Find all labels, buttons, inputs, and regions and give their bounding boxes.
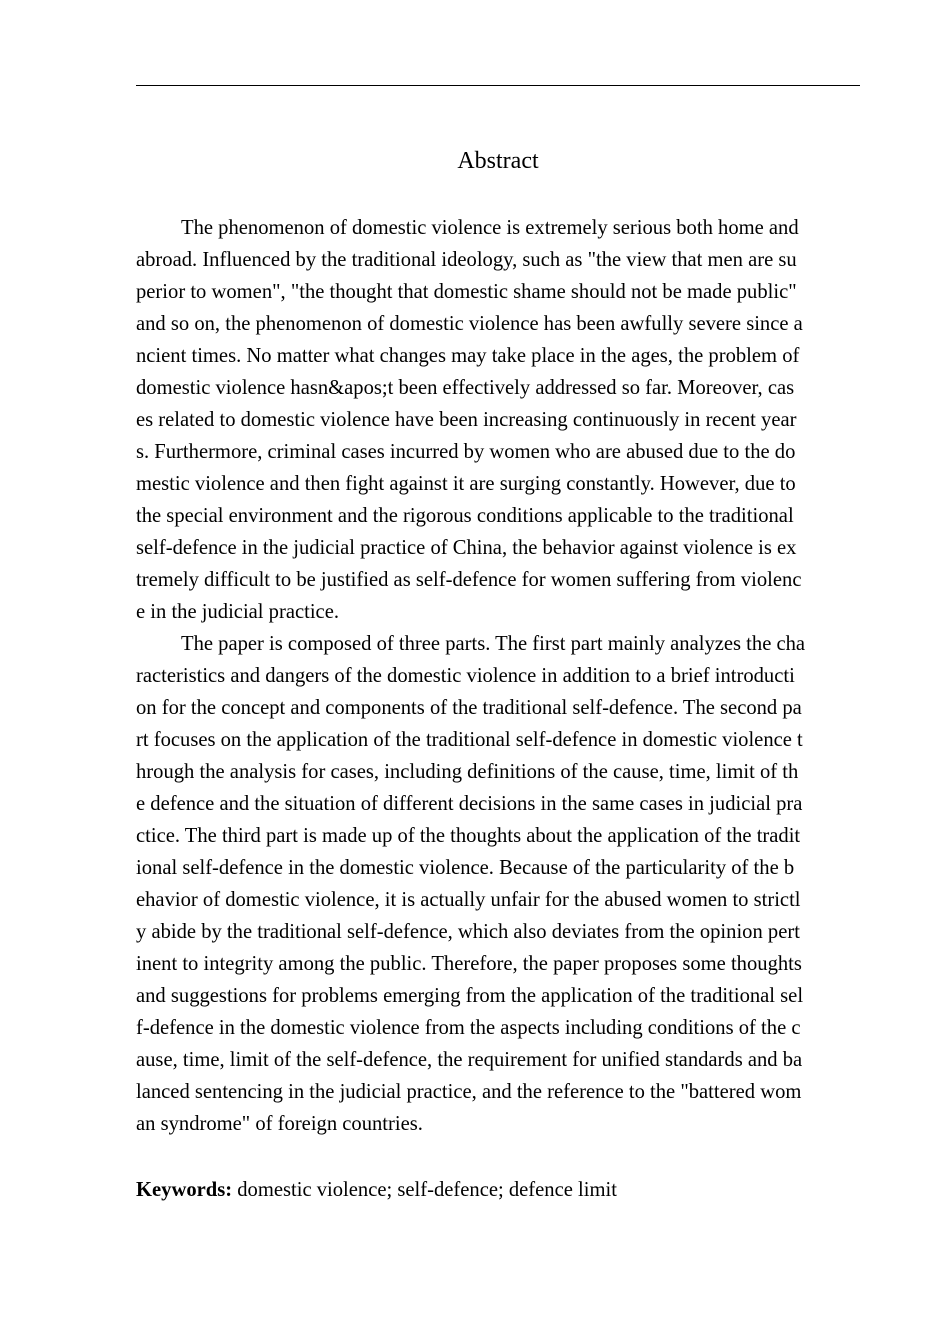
paragraph-1-line: es related to domestic violence have been increasing continuously in recent year xyxy=(136,409,797,431)
paragraph-1-line: The phenomenon of domestic violence is extremely serious both home and xyxy=(181,217,799,239)
paragraph-2-line: and suggestions for problems emerging from the application of the traditional sel xyxy=(136,985,804,1007)
paragraph-1-line: ncient times. No matter what changes may take place in the ages, the problem of xyxy=(136,345,800,367)
paragraph-2-line: y abide by the traditional self-defence, which also deviates from the opinion pert xyxy=(136,921,800,943)
paragraph-1-line: self-defence in the judicial practice of China, the behavior against violence is ex xyxy=(136,537,797,559)
paragraph-1-line: mestic violence and then fight against it are surging constantly. However, due to xyxy=(136,473,796,495)
paragraph-1-line: and so on, the phenomenon of domestic violence has been awfully severe since a xyxy=(136,313,803,335)
paragraph-1-line: abroad. Influenced by the traditional ideology, such as "the view that men are su xyxy=(136,249,797,271)
paragraph-1-line: s. Furthermore, criminal cases incurred by women who are abused due to the do xyxy=(136,441,796,463)
paragraph-2-line: hrough the analysis for cases, including definitions of the cause, time, limit of th xyxy=(136,761,799,783)
paragraph-1-line: perior to women", "the thought that domestic shame should not be made public" xyxy=(136,281,797,303)
header-rule xyxy=(136,85,860,86)
page-title: Abstract xyxy=(457,148,539,174)
paragraph-2-line: e defence and the situation of different decisions in the same cases in judicial pra xyxy=(136,793,803,815)
paragraph-1-line: the special environment and the rigorous conditions applicable to the traditional xyxy=(136,505,794,527)
paragraph-2-line: inent to integrity among the public. Therefore, the paper proposes some thoughts xyxy=(136,953,802,975)
paragraph-2-line: an syndrome" of foreign countries. xyxy=(136,1113,423,1135)
paragraph-2-line: ehavior of domestic violence, it is actually unfair for the abused women to strictl xyxy=(136,889,801,911)
paragraph-2-line: ause, time, limit of the self-defence, the requirement for unified standards and ba xyxy=(136,1049,803,1071)
paragraph-1-line: tremely difficult to be justified as self-defence for women suffering from violenc xyxy=(136,569,802,591)
keywords-label: Keywords: xyxy=(136,1179,233,1201)
paragraph-2-line: The paper is composed of three parts. The first part mainly analyzes the cha xyxy=(181,633,806,655)
paragraph-2-line: racteristics and dangers of the domestic violence in addition to a brief introducti xyxy=(136,665,795,687)
paragraph-2-line: lanced sentencing in the judicial practice, and the reference to the "battered wom xyxy=(136,1081,802,1103)
paragraph-2-line: on for the concept and components of the traditional self-defence. The second pa xyxy=(136,697,802,719)
paragraph-1-line: e in the judicial practice. xyxy=(136,601,339,623)
paragraph-2-line: rt focuses on the application of the traditional self-defence in domestic violence t xyxy=(136,729,803,751)
keywords-value: domestic violence; self-defence; defence limit xyxy=(232,1179,617,1201)
paragraph-1-line: domestic violence hasn&apos;t been effectively addressed so far. Moreover, cas xyxy=(136,377,795,399)
keywords-line xyxy=(136,1174,860,1206)
paragraph-2-line: ctice. The third part is made up of the thoughts about the application of the tradit xyxy=(136,825,801,847)
paragraph-2-line: ional self-defence in the domestic violence. Because of the particularity of the b xyxy=(136,857,795,879)
paragraph-2-line: f-defence in the domestic violence from the aspects including conditions of the c xyxy=(136,1017,801,1039)
